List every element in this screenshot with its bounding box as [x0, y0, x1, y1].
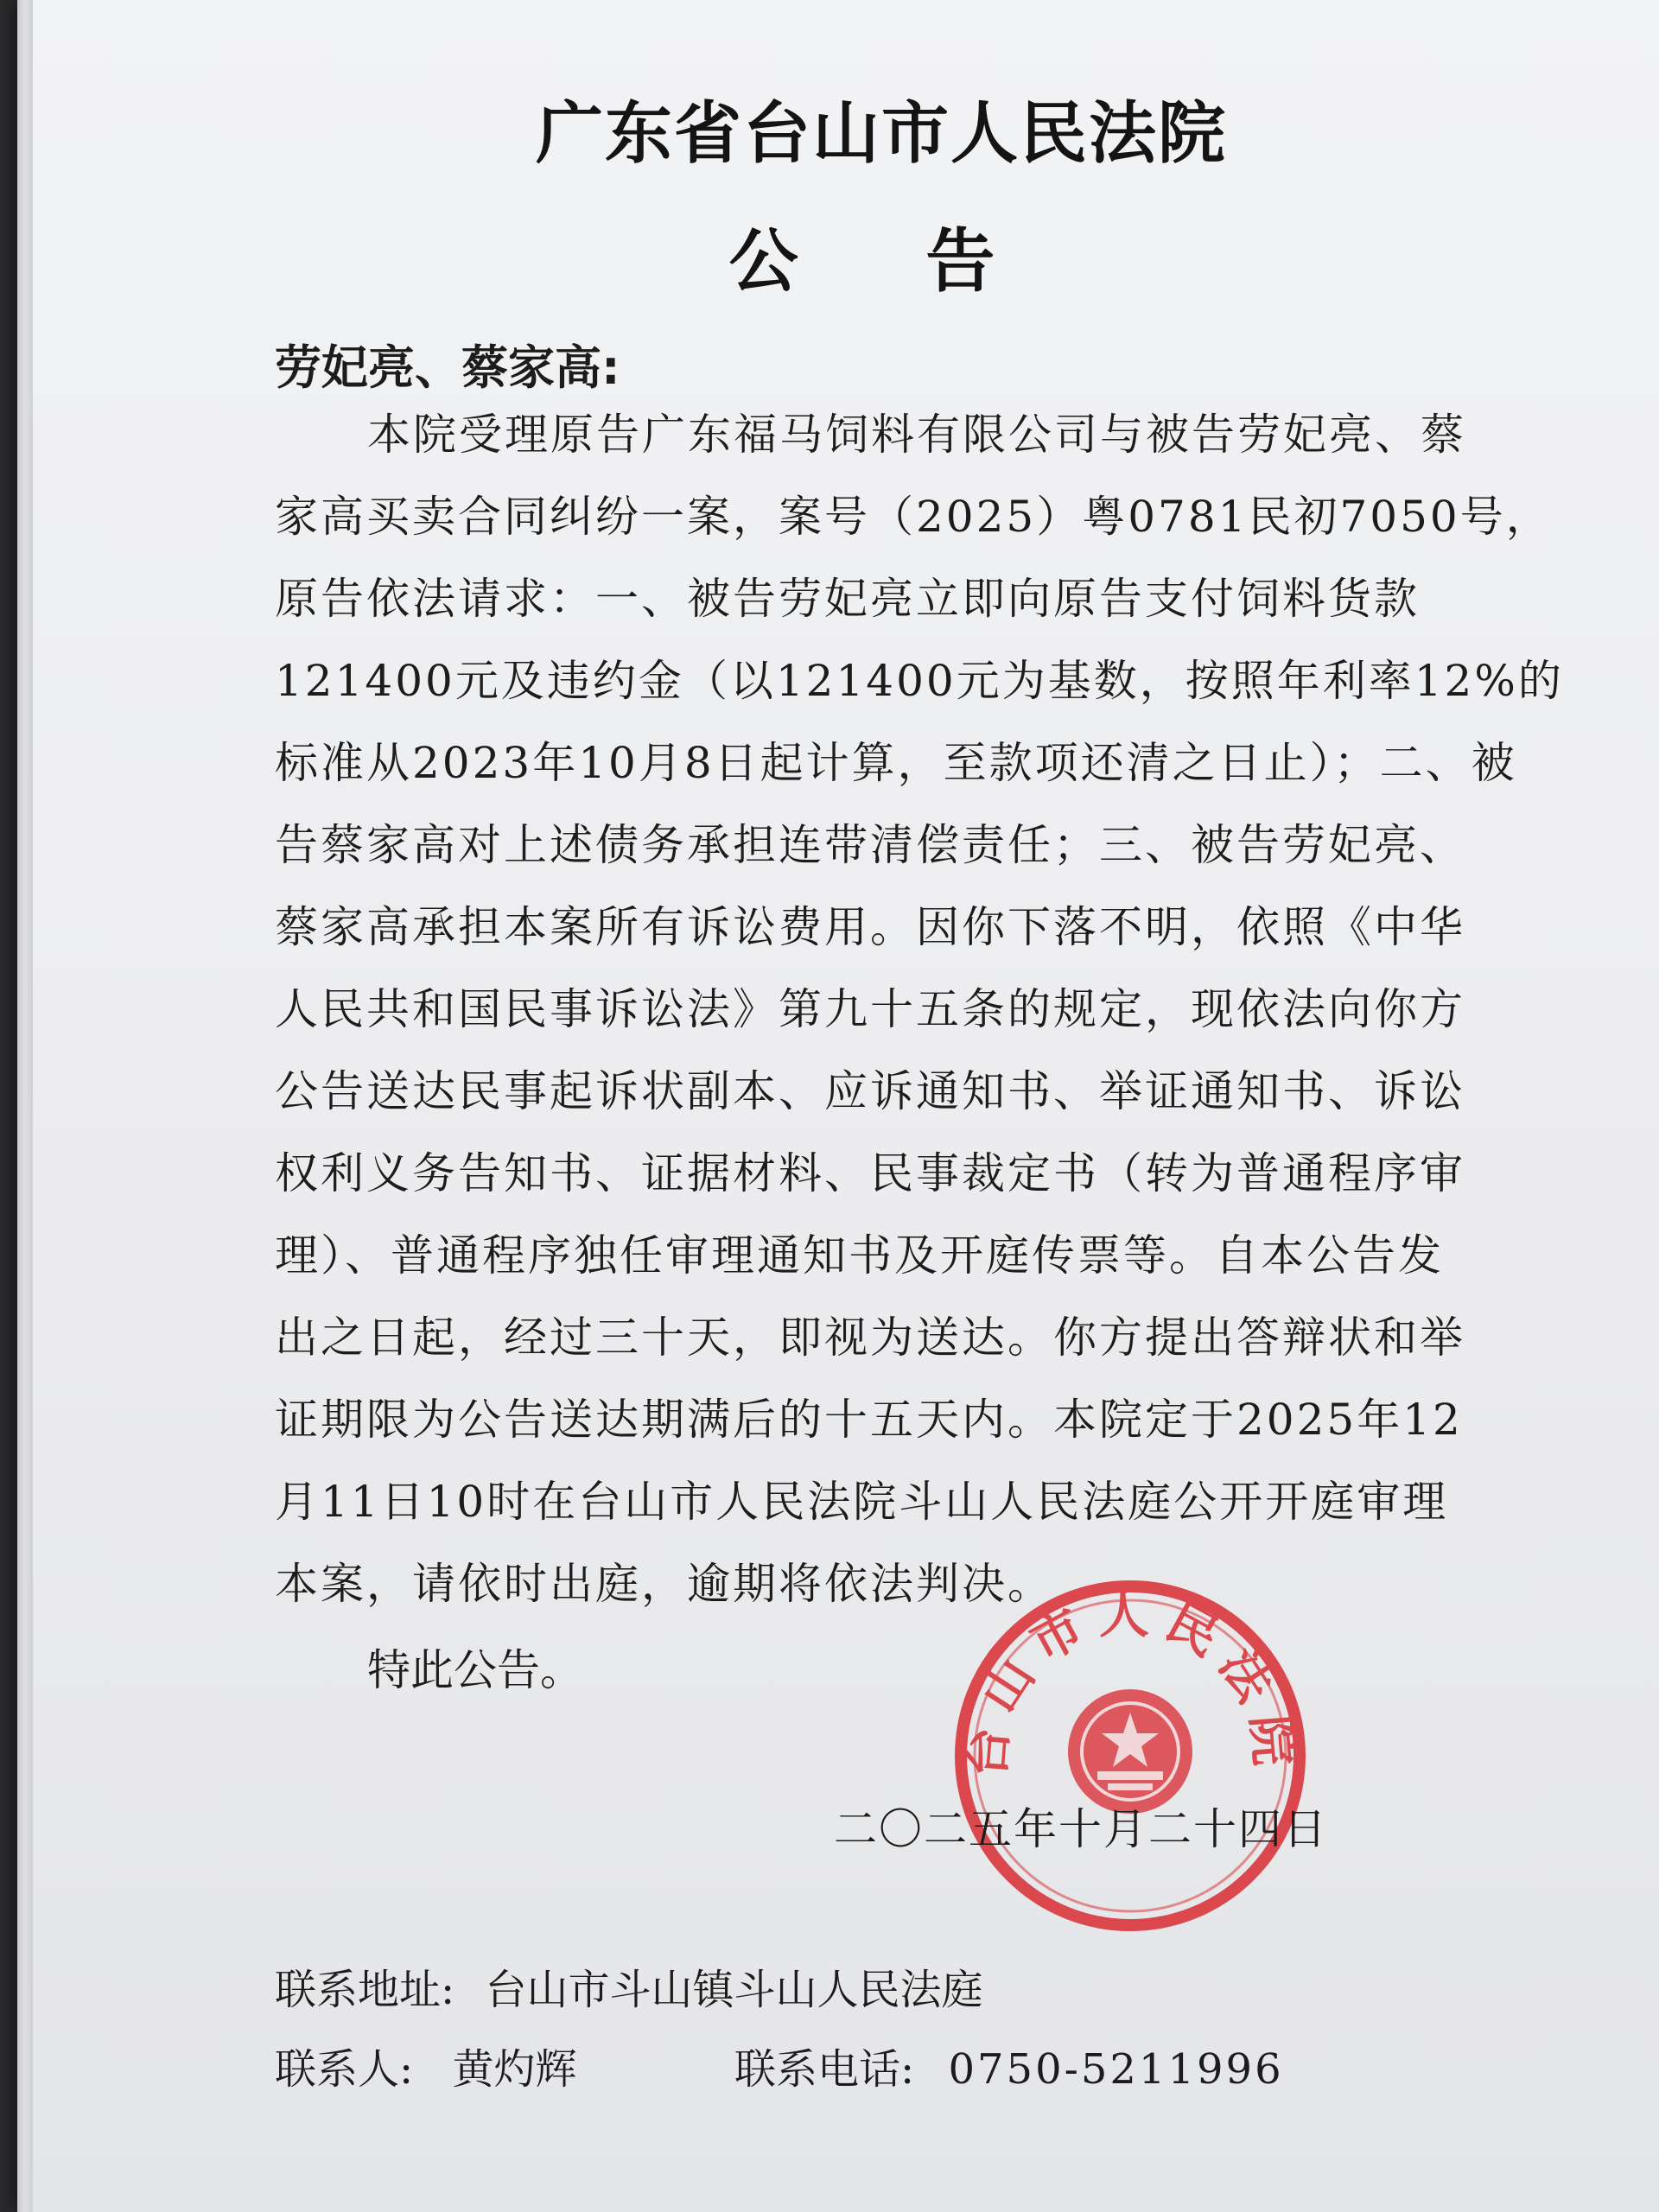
contact-person-label: 联系人: — [275, 2045, 414, 2094]
contact-address-row — [275, 1964, 982, 2016]
contact-phone-row — [734, 2044, 1284, 2095]
contact-phone-value: 0750-5211996 — [948, 2045, 1284, 2094]
issue-date: 二〇二五年十月二十四日 — [834, 1804, 1328, 1854]
national-emblem-icon — [1068, 1689, 1192, 1814]
contact-address-label: 联系地址: — [275, 1966, 455, 2014]
body-line: 告蔡家高对上述债务承担连带清偿责任；三、被告劳妃亮、 — [275, 820, 1465, 870]
addressee: 劳妃亮、蔡家高: — [275, 340, 620, 395]
body-line: 原告依法请求：一、被告劳妃亮立即向原告支付饲料货款 — [275, 574, 1420, 624]
notice-title: 公 告 — [728, 221, 1047, 302]
body-line: 标准从2023年10月8日起计算，至款项还清之日止）；二、被 — [275, 738, 1517, 788]
contact-person-value: 黄灼辉 — [452, 2045, 577, 2094]
body-line: 家高买卖合同纠纷一案，案号（2025）粤0781民初7050号， — [275, 492, 1552, 542]
body-line: 蔡家高承担本案所有诉讼费用。因你下落不明，依照《中华 — [275, 902, 1465, 952]
contact-phone-label: 联系电话: — [734, 2045, 915, 2094]
closing-text: 特此公告。 — [367, 1645, 583, 1695]
body-line: 理）、普通程序独任审理通知书及开庭传票等。自本公告发 — [275, 1230, 1444, 1281]
body-line: 本院受理原告广东福马饲料有限公司与被告劳妃亮、蔡 — [367, 410, 1466, 460]
body-line: 人民共和国民事诉讼法》第九十五条的规定，现依法向你方 — [275, 984, 1465, 1034]
body-line: 证期限为公告送达期满后的十五天内。本院定于2025年12 — [275, 1395, 1463, 1445]
body-line: 权利义务告知书、证据材料、民事裁定书（转为普通程序审 — [275, 1148, 1465, 1198]
body-line: 本案，请依时出庭，逾期将依法判决。 — [275, 1559, 1053, 1609]
body-line: 月11日10时在台山市人民法院斗山人民法庭公开开庭审理 — [275, 1477, 1449, 1527]
court-name-heading: 广东省台山市人民法院 — [535, 95, 1227, 173]
seal-text: 台山市人民法院 — [956, 1586, 1305, 1780]
paper-edge — [17, 0, 33, 2212]
body-line: 121400元及违约金（以121400元为基数，按照年利率12%的 — [275, 656, 1564, 706]
body-line: 公告送达民事起诉状副本、应诉通知书、举证通知书、诉讼 — [275, 1066, 1465, 1116]
contact-address-value: 台山市斗山镇斗山人民法庭 — [485, 1966, 983, 2014]
court-seal-stamp — [949, 1574, 1312, 1937]
contact-person-row — [275, 2044, 576, 2095]
body-line: 出之日起，经过三十天，即视为送达。你方提出答辩状和举 — [275, 1313, 1465, 1363]
